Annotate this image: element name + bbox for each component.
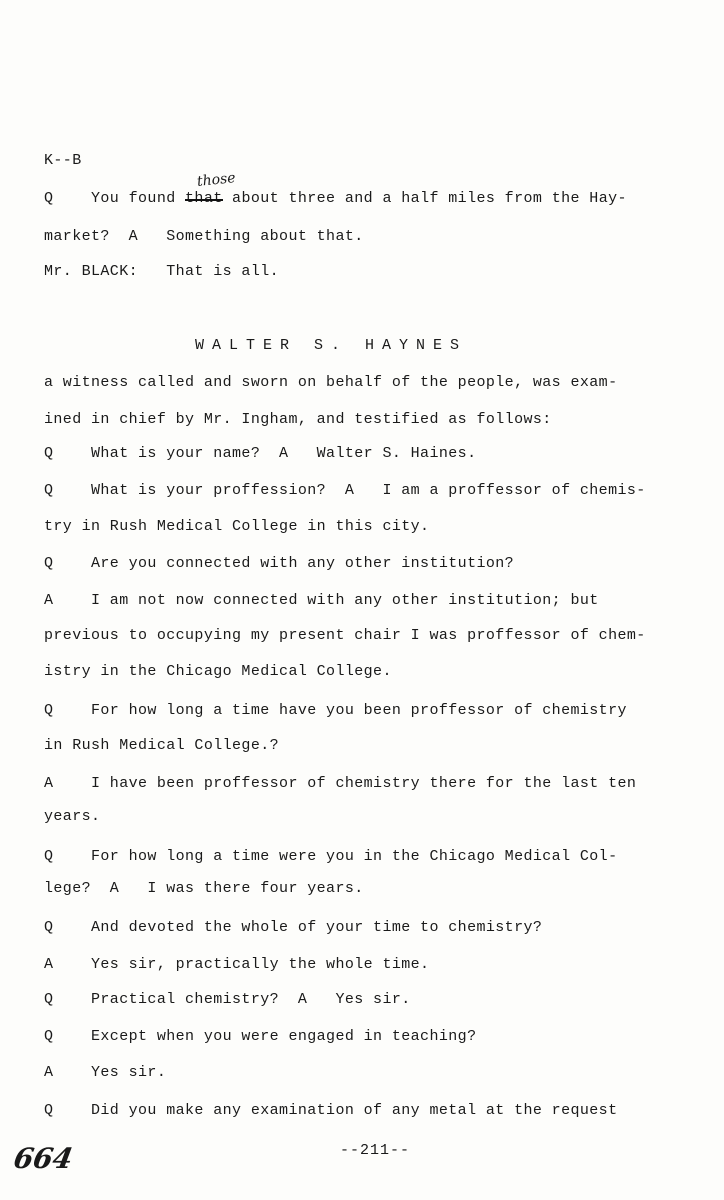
handwritten-insertion: those xyxy=(196,170,237,190)
testimony-line: Q For how long a time have you been proffessor of chemistry xyxy=(44,702,627,719)
testimony-line: Mr. BLACK: That is all. xyxy=(44,263,280,280)
testimony-line: a witness called and sworn on behalf of the people, was exam- xyxy=(44,374,618,391)
testimony-line: Q Did you make any examination of any metal at the request xyxy=(44,1102,618,1119)
section-code: K--B xyxy=(44,152,82,169)
testimony-line: try in Rush Medical College in this city. xyxy=(44,518,430,535)
testimony-line: Q Except when you were engaged in teaching? xyxy=(44,1028,477,1045)
line-text: Q You found xyxy=(44,190,186,207)
testimony-line: previous to occupying my present chair I was proffessor of chem- xyxy=(44,627,646,644)
testimony-line: in Rush Medical College.? xyxy=(44,737,280,754)
testimony-line: Q For how long a time were you in the Chicago Medical Col- xyxy=(44,848,618,865)
testimony-line: Q And devoted the whole of your time to chemistry? xyxy=(44,919,543,936)
handwritten-page-number: 664 xyxy=(11,1142,76,1175)
testimony-line xyxy=(44,190,627,208)
testimony-line: Q Are you connected with any other institution? xyxy=(44,555,515,572)
witness-heading: WALTER S. HAYNES xyxy=(195,337,468,354)
line-text: about three and a half miles from the Hay- xyxy=(222,190,627,207)
testimony-line: A I have been proffessor of chemistry there for the last ten xyxy=(44,775,637,792)
testimony-line: market? A Something about that. xyxy=(44,228,364,245)
testimony-line: A Yes sir. xyxy=(44,1064,167,1081)
testimony-line: Q What is your name? A Walter S. Haines. xyxy=(44,445,477,462)
testimony-line: istry in the Chicago Medical College. xyxy=(44,663,392,680)
struck-word: that xyxy=(185,190,223,207)
testimony-line: ined in chief by Mr. Ingham, and testified as follows: xyxy=(44,411,552,428)
testimony-line: years. xyxy=(44,808,101,825)
testimony-line: Q What is your proffession? A I am a proffessor of chemis- xyxy=(44,482,646,499)
testimony-line: A Yes sir, practically the whole time. xyxy=(44,956,430,973)
testimony-line: Q Practical chemistry? A Yes sir. xyxy=(44,991,411,1008)
testimony-line: A I am not now connected with any other institution; but xyxy=(44,592,599,609)
testimony-line: lege? A I was there four years. xyxy=(44,880,364,897)
page-number: --211-- xyxy=(340,1142,411,1159)
